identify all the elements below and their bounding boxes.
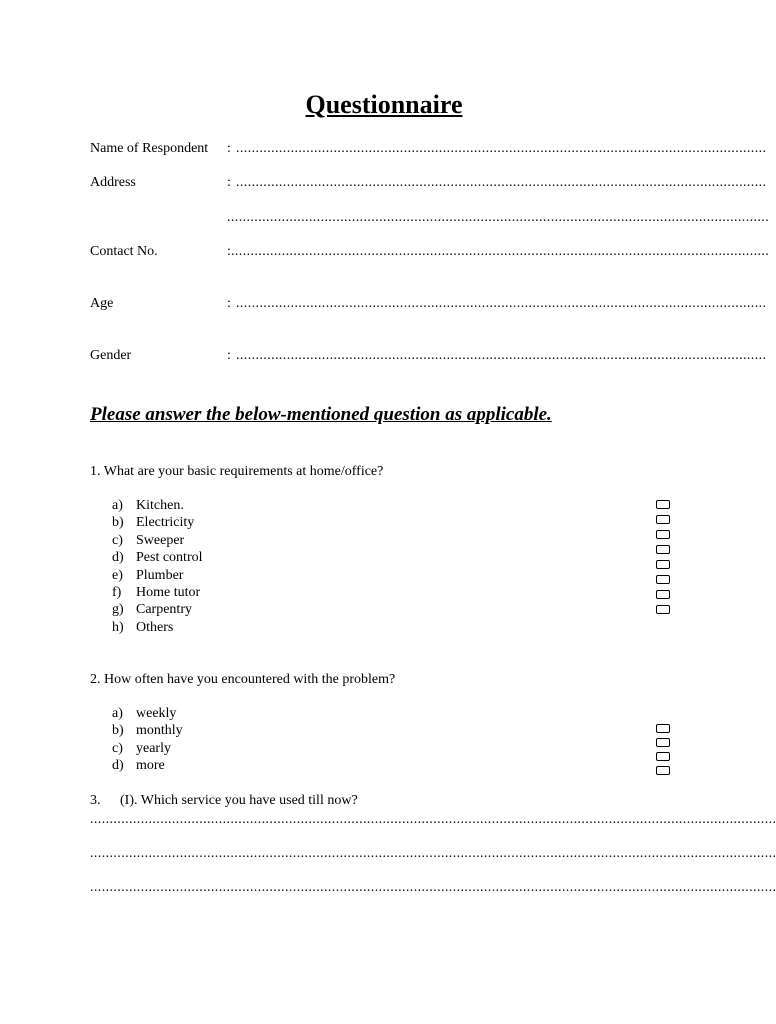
list-item: d) more xyxy=(112,758,165,774)
list-item: a) Kitchen. xyxy=(112,498,184,513)
list-item: b) Electricity xyxy=(112,515,195,531)
q3-answer-line-1[interactable]: ................................................................................................................................................................................ xyxy=(90,812,776,827)
contact-colon: : xyxy=(227,244,231,259)
list-item: c) Sweeper xyxy=(112,532,185,548)
name-colon: : xyxy=(227,141,231,156)
q2-question: 2. How often have you encountered with the problem? xyxy=(90,672,396,687)
q1-checkbox-others[interactable] xyxy=(656,605,670,614)
address-label: Address xyxy=(90,175,136,190)
q1-checkbox-electricity[interactable] xyxy=(656,515,670,524)
contact-label: Contact No. xyxy=(90,244,158,259)
q1-option-list xyxy=(112,497,203,636)
list-item: h) Others xyxy=(112,619,174,635)
age-label: Age xyxy=(90,296,114,311)
list-item: f) Home tutor xyxy=(112,585,201,601)
q3-answer-line-3[interactable]: ................................................................................................................................................................................ xyxy=(90,880,776,895)
name-label: Name of Respondent xyxy=(90,141,209,156)
q1-checkbox-sweeper[interactable] xyxy=(656,530,670,539)
q2-checkbox-more[interactable] xyxy=(656,766,670,775)
q1-checkbox-home-tutor[interactable] xyxy=(656,575,670,584)
q2-checkbox-monthly[interactable] xyxy=(656,738,670,747)
gender-label: Gender xyxy=(90,348,132,363)
instruction-heading: Please answer the below-mentioned question as applicable. xyxy=(90,404,552,425)
list-item: a) weekly xyxy=(112,706,177,721)
q1-question: 1. What are your basic requirements at home/office? xyxy=(90,464,384,479)
list-item: g) Carpentry xyxy=(112,602,192,618)
q3-number: 3. xyxy=(90,793,101,808)
list-item: c) yearly xyxy=(112,740,171,756)
page-title: Questionnaire xyxy=(305,90,463,119)
list-item: d) Pest control xyxy=(112,550,203,566)
q3-answer-line-2[interactable]: ................................................................................................................................................................................ xyxy=(90,846,776,861)
name-field[interactable]: ........................................................................................................................................ xyxy=(236,141,767,156)
q1-checkbox-plumber[interactable] xyxy=(656,560,670,569)
q3-question: (I). Which service you have used till now? xyxy=(120,793,358,808)
q1-checkbox-pest-control[interactable] xyxy=(656,545,670,554)
gender-field[interactable]: ........................................................................................................................................ xyxy=(236,348,767,363)
q2-option-list xyxy=(112,705,183,775)
q2-checkbox-yearly[interactable] xyxy=(656,752,670,761)
age-field[interactable]: ........................................................................................................................................ xyxy=(236,296,767,311)
age-colon: : xyxy=(227,296,231,311)
gender-colon: : xyxy=(227,348,231,363)
contact-field[interactable]: .......................................................................................................................................... xyxy=(231,244,770,259)
q1-checkbox-kitchen[interactable] xyxy=(656,500,670,509)
list-item: b) monthly xyxy=(112,723,183,739)
address-field-line2[interactable]: ........................................................................................................................................... xyxy=(227,210,770,225)
address-colon: : xyxy=(227,175,231,190)
q1-checkbox-carpentry[interactable] xyxy=(656,590,670,599)
list-item: e) Plumber xyxy=(112,567,184,583)
q2-checkbox-weekly[interactable] xyxy=(656,724,670,733)
address-field-line1[interactable]: ........................................................................................................................................ xyxy=(236,175,767,190)
